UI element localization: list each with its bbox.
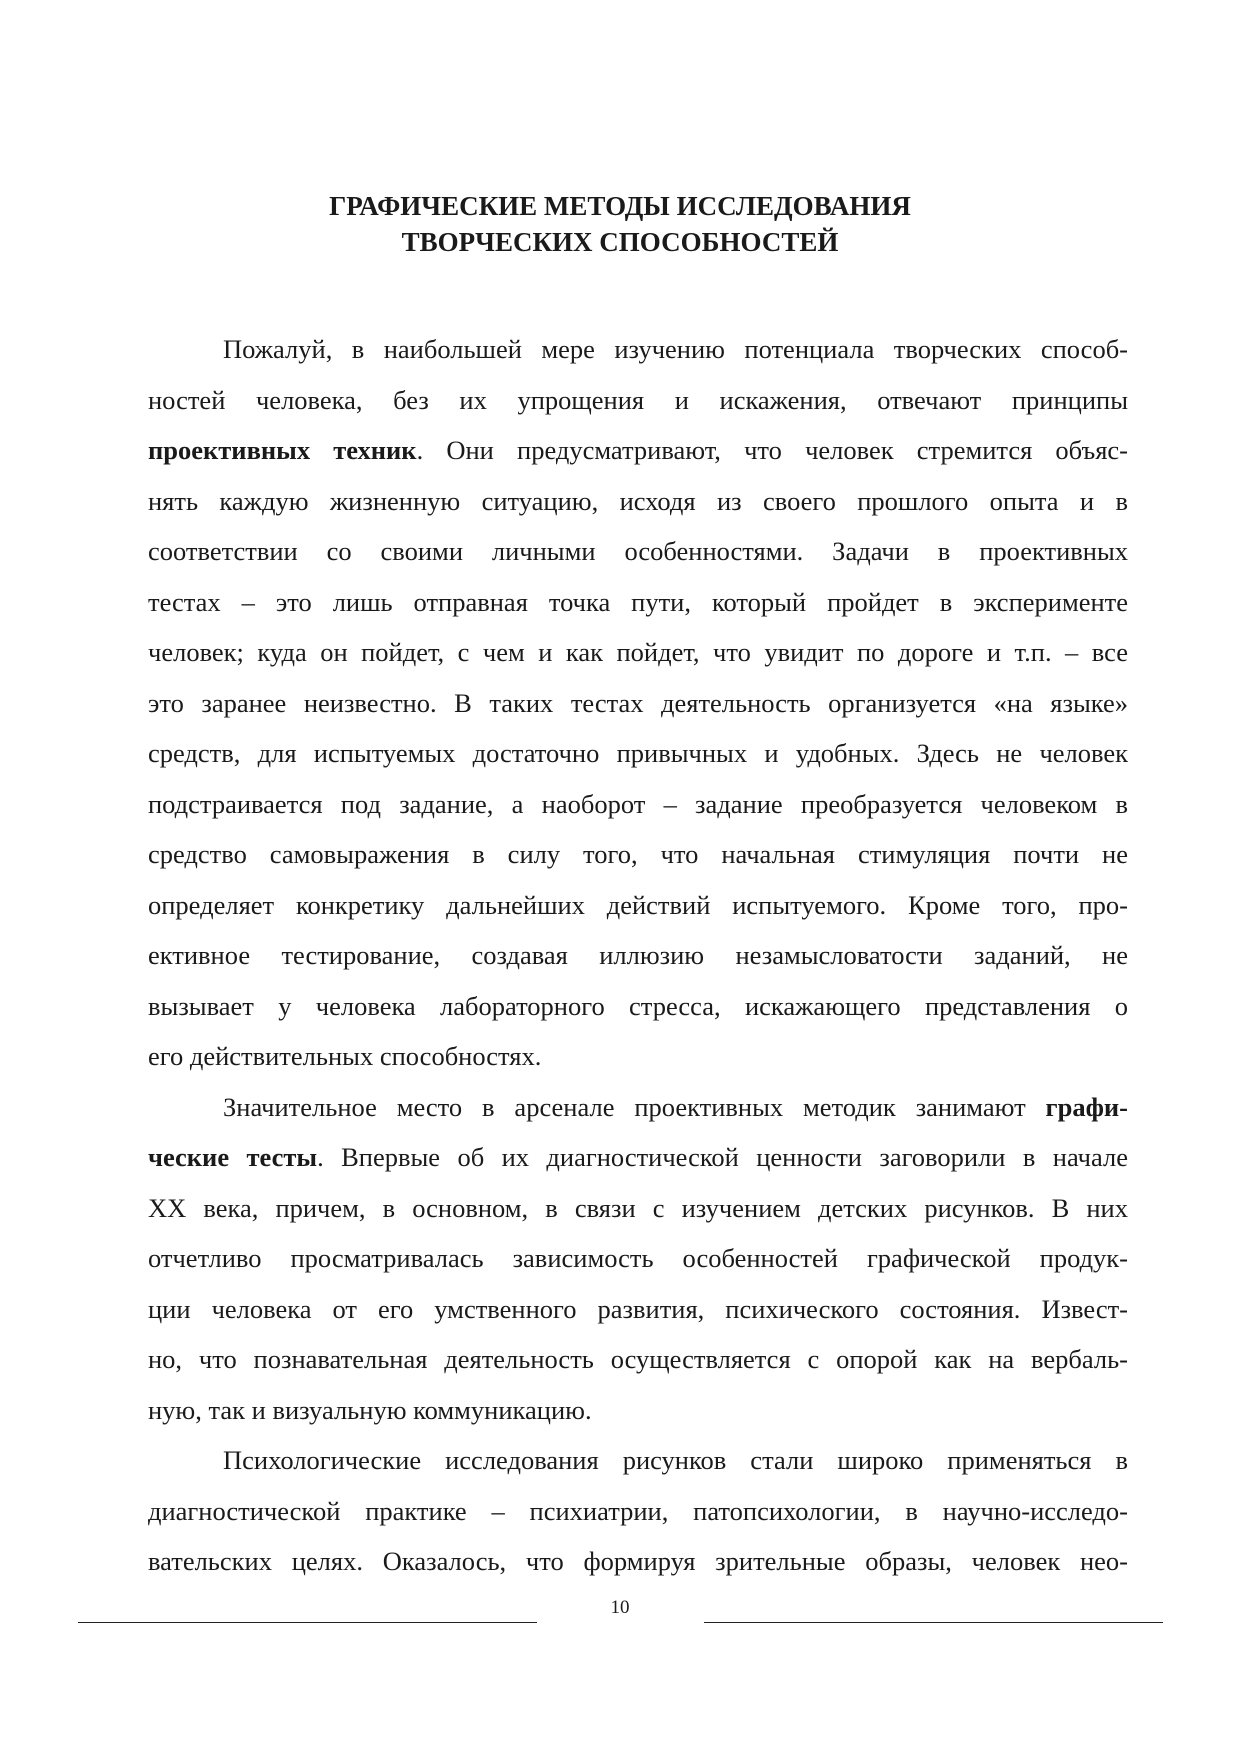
text-line [148,1385,1128,1436]
text-run: тестах – это лишь отправная точка пути, который пройдет в эксперименте [148,586,1128,617]
text-line [148,1284,1128,1335]
text-line [148,779,1128,830]
text-run: средство самовыражения в силу того, что начальная стимуляция почти не [148,839,1128,869]
text-run: ективное тестирование, создавая иллюзию незамысловатости заданий, не [148,940,1128,970]
text-line [148,1082,1128,1133]
footer-rule-left [78,1622,537,1623]
text-run: Психологические исследования рисунков стали широко применяться в [223,1445,1128,1475]
text-line [148,981,1128,1032]
text-run: ную, так и визуальную коммуникацию. [148,1394,592,1425]
text-run: но, что познавательная деятельность осуществляется с опорой как на вербаль- [148,1344,1128,1374]
text-run: ции человека от его умственного развития, психического состояния. Извест- [148,1293,1128,1324]
paragraph [148,1435,1128,1587]
text-run: это заранее неизвестно. В таких тестах деятельность организуется «на языке» [148,687,1128,718]
text-run: XX века, причем, в основном, в связи с изучением детских рисунков. В них [148,1192,1128,1223]
text-line [148,1233,1128,1284]
text-run: его действительных способностях. [148,1041,542,1071]
text-line [148,526,1128,577]
text-line [148,829,1128,880]
text-run: отчетливо просматривалась зависимость особенностей графической продук- [148,1243,1128,1273]
page-number: 10 [610,1597,630,1618]
text-line [148,930,1128,981]
text-run: вызывает у человека лабораторного стресса, искажающего представления о [148,990,1128,1021]
text-run: человек; куда он пойдет, с чем и как пойдет, что увидит по дороге и т.п. – все [148,637,1128,667]
title-line-1: ГРАФИЧЕСКИЕ МЕТОДЫ ИССЛЕДОВАНИЯ [329,191,911,221]
paragraph [148,324,1128,1082]
text-line [148,1435,1128,1486]
text-line [148,577,1128,628]
bold-term: ческие тесты [148,1142,318,1172]
text-line [148,476,1128,527]
bold-term: графи- [1045,1091,1128,1122]
text-line [148,1536,1128,1587]
text-line [148,1031,1128,1082]
text-run: ностей человека, без их упрощения и искажения, отвечают принципы [148,384,1128,415]
text-run: подстраивается под задание, а наоборот – задание преобразуется человеком в [148,788,1128,819]
text-line [148,728,1128,779]
body-text [148,324,1128,1587]
title-line-2: ТВОРЧЕСКИХ СПОСОБНОСТЕЙ [401,227,839,257]
text-run: средств, для испытуемых достаточно привычных и удобных. Здесь не человек [148,738,1128,768]
text-run: диагностической практике – психиатрии, патопсихологии, в научно-исследо- [148,1495,1128,1526]
text-line [148,324,1128,375]
footer-rule-right [704,1622,1163,1623]
text-run: нять каждую жизненную ситуацию, исходя из своего прошлого опыта и в [148,485,1128,516]
text-run: определяет конкретику дальнейших действий испытуемого. Кроме того, про- [148,889,1128,920]
text-line [148,1486,1128,1537]
text-line [148,1132,1128,1183]
text-line [148,1183,1128,1234]
page-title [0,188,1240,260]
text-line [148,627,1128,678]
bold-term: проективных техник [148,435,417,465]
text-run: . Они предусматривают, что человек стремится объяс- [416,435,1128,465]
text-line [148,375,1128,426]
paragraph [148,1082,1128,1436]
text-line [148,678,1128,729]
text-run: вательских целях. Оказалось, что формируя зрительные образы, человек нео- [148,1546,1128,1576]
text-line [148,1334,1128,1385]
text-line [148,880,1128,931]
text-run: соответствии со своими личными особенностями. Задачи в проективных [148,536,1128,566]
text-line [148,425,1128,476]
text-run: Пожалуй, в наибольшей мере изучению потенциала творческих способ- [223,334,1128,364]
text-run: Значительное место в арсенале проективных методик занимают [223,1091,1046,1122]
text-run: . Впервые об их диагностической ценности заговорили в начале [317,1142,1128,1172]
